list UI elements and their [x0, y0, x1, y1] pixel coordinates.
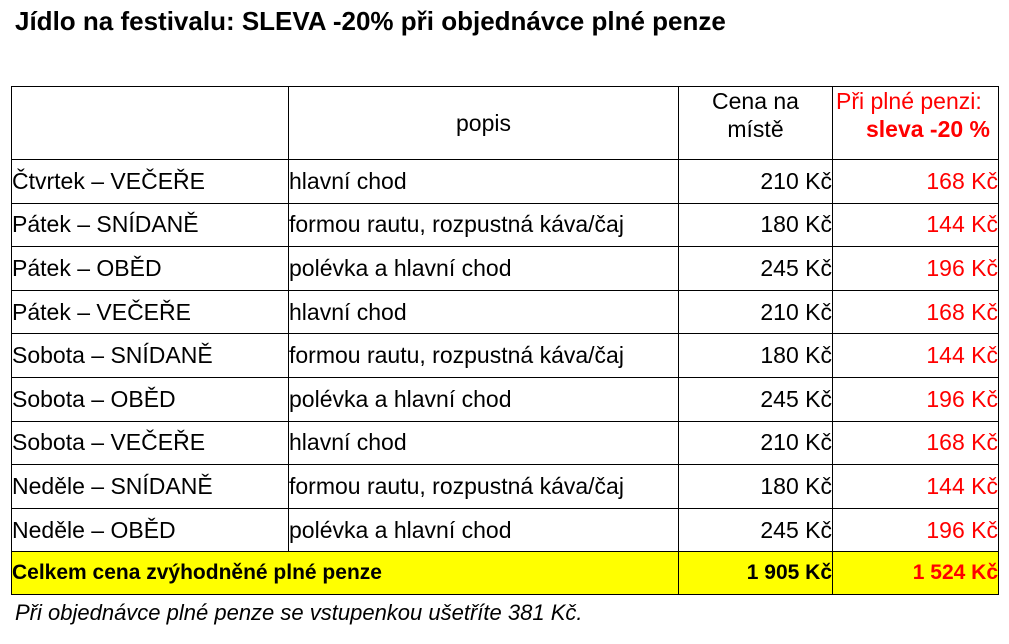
table-row	[12, 203, 999, 247]
day-cell: Pátek – SNÍDANĚ	[12, 203, 289, 247]
day-cell: Sobota – SNÍDANĚ	[12, 334, 289, 378]
price-cell: 180 Kč	[679, 465, 833, 509]
price-cell: 245 Kč	[679, 377, 833, 421]
table-body	[12, 160, 999, 552]
header-price-line1: Cena na	[712, 88, 799, 114]
description-cell: formou rautu, rozpustná káva/čaj	[289, 203, 679, 247]
meal-price-table	[11, 86, 999, 595]
discount-price-cell: 168 Kč	[833, 290, 999, 334]
total-price: 1 905 Kč	[679, 552, 833, 595]
header-popis: popis	[289, 87, 679, 160]
table-row	[12, 377, 999, 421]
description-cell: polévka a hlavní chod	[289, 247, 679, 291]
price-cell: 245 Kč	[679, 247, 833, 291]
discount-price-cell: 196 Kč	[833, 377, 999, 421]
discount-price-cell: 144 Kč	[833, 465, 999, 509]
table-row	[12, 160, 999, 204]
header-discount-line1: Při plné penzi:	[836, 88, 982, 114]
day-cell: Neděle – OBĚD	[12, 508, 289, 552]
day-cell: Čtvrtek – VEČEŘE	[12, 160, 289, 204]
price-cell: 210 Kč	[679, 421, 833, 465]
price-cell: 210 Kč	[679, 290, 833, 334]
table-row	[12, 508, 999, 552]
discount-price-cell: 168 Kč	[833, 160, 999, 204]
price-cell: 180 Kč	[679, 203, 833, 247]
table-row	[12, 421, 999, 465]
header-discount-line2: sleva -20 %	[865, 116, 990, 142]
description-cell: formou rautu, rozpustná káva/čaj	[289, 334, 679, 378]
savings-footnote: Při objednávce plné penze se vstupenkou ušetříte 381 Kč.	[15, 600, 583, 625]
day-cell: Neděle – SNÍDANĚ	[12, 465, 289, 509]
description-cell: hlavní chod	[289, 290, 679, 334]
description-cell: hlavní chod	[289, 160, 679, 204]
description-cell: formou rautu, rozpustná káva/čaj	[289, 465, 679, 509]
header-price-line2: místě	[727, 116, 784, 142]
description-cell: polévka a hlavní chod	[289, 377, 679, 421]
header-price	[679, 87, 833, 160]
description-cell: polévka a hlavní chod	[289, 508, 679, 552]
total-label: Celkem cena zvýhodněné plné penze	[12, 552, 679, 595]
header-discount	[833, 87, 999, 160]
table-header-row	[12, 87, 999, 160]
day-cell: Pátek – OBĚD	[12, 247, 289, 291]
table-row	[12, 290, 999, 334]
total-row	[12, 552, 999, 595]
table-row	[12, 247, 999, 291]
table-row	[12, 465, 999, 509]
price-cell: 245 Kč	[679, 508, 833, 552]
discount-price-cell: 196 Kč	[833, 508, 999, 552]
description-cell: hlavní chod	[289, 421, 679, 465]
table-row	[12, 334, 999, 378]
price-cell: 210 Kč	[679, 160, 833, 204]
day-cell: Sobota – OBĚD	[12, 377, 289, 421]
header-day	[12, 87, 289, 160]
discount-price-cell: 168 Kč	[833, 421, 999, 465]
discount-price-cell: 144 Kč	[833, 334, 999, 378]
total-discount-price: 1 524 Kč	[833, 552, 999, 595]
discount-price-cell: 196 Kč	[833, 247, 999, 291]
day-cell: Pátek – VEČEŘE	[12, 290, 289, 334]
day-cell: Sobota – VEČEŘE	[12, 421, 289, 465]
discount-price-cell: 144 Kč	[833, 203, 999, 247]
price-cell: 180 Kč	[679, 334, 833, 378]
page-title: Jídlo na festivalu: SLEVA -20% při objednávce plné penze	[15, 6, 726, 36]
